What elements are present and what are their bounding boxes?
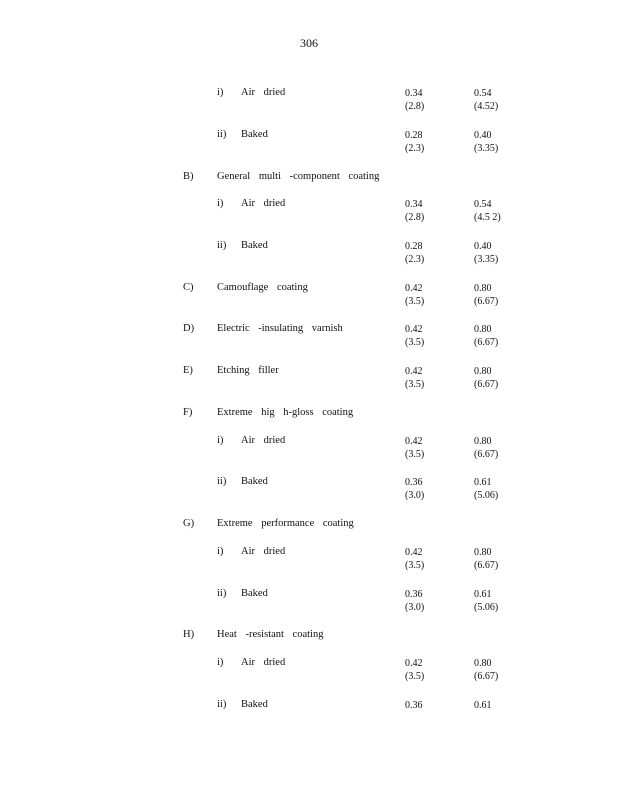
section-row bbox=[0, 518, 618, 548]
row-label: Baked bbox=[241, 476, 268, 487]
table-row bbox=[0, 699, 618, 729]
table-row bbox=[0, 435, 618, 465]
value-col-2: 0.54 (4.52) bbox=[474, 88, 499, 112]
value-col-1: 0.28 (2.3) bbox=[405, 241, 425, 265]
section-letter: B) bbox=[183, 171, 194, 182]
row-label: Air dried bbox=[241, 198, 286, 209]
row-label: Air dried bbox=[241, 435, 286, 446]
row-roman: i) bbox=[217, 657, 224, 668]
value-col-2: 0.61 (5.06) bbox=[474, 589, 499, 613]
page-number: 306 bbox=[300, 36, 318, 50]
section-label: Extreme hig h-gloss coating bbox=[217, 407, 354, 418]
value-col-2: 0.40 (3.35) bbox=[474, 130, 499, 154]
section-row bbox=[0, 171, 618, 201]
value-col-1: 0.42 (3.5) bbox=[405, 658, 425, 682]
value-col-1: 0.34 (2.8) bbox=[405, 88, 425, 112]
value-col-2: 0.61 bbox=[474, 700, 492, 711]
value-col-2: 0.80 (6.67) bbox=[474, 366, 499, 390]
value-col-2: 0.61 (5.06) bbox=[474, 477, 499, 501]
section-row bbox=[0, 323, 618, 353]
row-roman: ii) bbox=[217, 129, 227, 140]
row-roman: ii) bbox=[217, 588, 227, 599]
row-roman: i) bbox=[217, 435, 224, 446]
section-letter: E) bbox=[183, 365, 193, 376]
table-row bbox=[0, 657, 618, 687]
row-roman: ii) bbox=[217, 240, 227, 251]
section-row bbox=[0, 407, 618, 437]
table-row bbox=[0, 588, 618, 618]
value-col-2: 0.80 (6.67) bbox=[474, 658, 499, 682]
row-roman: i) bbox=[217, 546, 224, 557]
row-label: Baked bbox=[241, 588, 268, 599]
value-col-1: 0.34 (2.8) bbox=[405, 199, 425, 223]
table-row bbox=[0, 240, 618, 270]
section-row bbox=[0, 282, 618, 312]
row-roman: i) bbox=[217, 198, 224, 209]
value-col-2: 0.40 (3.35) bbox=[474, 241, 499, 265]
section-label: Heat -resistant coating bbox=[217, 629, 324, 640]
section-letter: D) bbox=[183, 323, 195, 334]
row-label: Air dried bbox=[241, 87, 286, 98]
table-row bbox=[0, 129, 618, 159]
table-row bbox=[0, 546, 618, 576]
value-col-1: 0.42 (3.5) bbox=[405, 547, 425, 571]
section-row bbox=[0, 629, 618, 659]
value-col-2: 0.80 (6.67) bbox=[474, 283, 499, 307]
value-col-1: 0.36 bbox=[405, 700, 423, 711]
value-col-1: 0.42 (3.5) bbox=[405, 366, 425, 390]
value-col-2: 0.54 (4.5 2) bbox=[474, 199, 501, 223]
table-row bbox=[0, 198, 618, 228]
row-label: Baked bbox=[241, 240, 268, 251]
section-letter: F) bbox=[183, 407, 193, 418]
value-col-1: 0.42 (3.5) bbox=[405, 283, 425, 307]
section-letter: H) bbox=[183, 629, 195, 640]
row-label: Baked bbox=[241, 699, 268, 710]
section-label: Camouflage coating bbox=[217, 282, 308, 293]
section-row bbox=[0, 365, 618, 395]
row-label: Air dried bbox=[241, 546, 286, 557]
row-roman: ii) bbox=[217, 699, 227, 710]
value-col-1: 0.42 (3.5) bbox=[405, 324, 425, 348]
row-label: Baked bbox=[241, 129, 268, 140]
row-roman: i) bbox=[217, 87, 224, 98]
value-col-1: 0.36 (3.0) bbox=[405, 477, 425, 501]
table-row bbox=[0, 87, 618, 117]
value-col-2: 0.80 (6.67) bbox=[474, 547, 499, 571]
table-row bbox=[0, 476, 618, 506]
section-letter: C) bbox=[183, 282, 194, 293]
row-roman: ii) bbox=[217, 476, 227, 487]
value-col-1: 0.28 (2.3) bbox=[405, 130, 425, 154]
section-label: General multi -component coating bbox=[217, 171, 380, 182]
value-col-2: 0.80 (6.67) bbox=[474, 436, 499, 460]
section-letter: G) bbox=[183, 518, 195, 529]
section-label: Extreme performance coating bbox=[217, 518, 354, 529]
value-col-1: 0.36 (3.0) bbox=[405, 589, 425, 613]
section-label: Etching filler bbox=[217, 365, 279, 376]
value-col-1: 0.42 (3.5) bbox=[405, 436, 425, 460]
row-label: Air dried bbox=[241, 657, 286, 668]
section-label: Electric -insulating varnish bbox=[217, 323, 343, 334]
value-col-2: 0.80 (6.67) bbox=[474, 324, 499, 348]
